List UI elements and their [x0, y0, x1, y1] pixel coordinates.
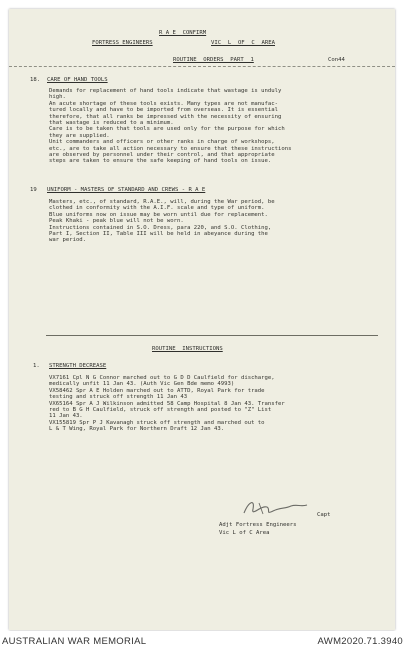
routine-title: ROUTINE INSTRUCTIONS [152, 346, 223, 352]
body-line: Blue uniforms now on issue may be worn until due for replacement. [49, 211, 268, 218]
signature-rank: Capt [317, 512, 331, 518]
body-line: high. [49, 94, 66, 101]
archive-name: AUSTRALIAN WAR MEMORIAL [2, 636, 147, 647]
routine-line: VX58462 Spr A E Holden marched out to ATTD, Royal Park for trade [49, 387, 265, 394]
body-line: Masters, etc., of standard, R.A.E., will, during the War period, be [49, 199, 275, 205]
body-line: Instructions contained in S.O. Dress, para 220, and S.O. Clothing, [49, 224, 272, 231]
body-line: etc., are to take all action necessary to ensure that these instructions [49, 145, 292, 152]
section-number: 18. [30, 77, 41, 83]
body-line: Peak Khaki - peak blue will not be worn. [49, 218, 184, 225]
header-line-1: R A E CONFIRM [159, 30, 207, 36]
body-line: Demands for replacement of hand tools indicate that wastage is unduly [49, 88, 282, 94]
item-number: 1. [33, 363, 40, 369]
body-line: An acute shortage of these tools exists. Many types are not manufac- [49, 100, 279, 107]
body-line: steps are taken to ensure the safe keeping of hand tools on issue. [49, 158, 272, 165]
body-line: Care is to be taken that tools are used only for the purpose for which [49, 126, 285, 133]
body-line: Unit commanders and officers or other ranks in charge of workshops, [49, 139, 275, 146]
header-unit: FORTRESS ENGINEERS [92, 40, 153, 46]
body-line: therefore, that all ranks be impressed with the necessity of ensuring [49, 113, 282, 120]
accession-number: AWM2020.71.3940 [317, 636, 403, 647]
header-divider [9, 66, 395, 67]
header-order-number: Con44 [328, 57, 345, 63]
routine-line: VX155819 Spr P J Kavanagh struck off strength and marched out to [49, 419, 265, 426]
body-line: Part I, Section II, Table III will be held in abeyance during the [49, 231, 268, 238]
signature-title: Adjt Fortress Engineers [219, 522, 297, 528]
section-heading: CARE OF HAND TOOLS [47, 77, 108, 83]
body-line: clothed in conformity with the A.I.F. scale and type of uniform. [49, 205, 265, 212]
routine-line: VX65164 Spr A J Wilkinson admitted 58 Camp Hospital 8 Jan 43. Transfer [49, 400, 285, 407]
routine-line: testing and struck off strength 11 Jan 43 [49, 394, 188, 401]
signature-area: Vic L of C Area [219, 530, 270, 536]
section-number: 19 [30, 187, 37, 193]
handwritten-signature [241, 497, 311, 519]
section-divider [46, 335, 378, 336]
routine-line: L & T Wing, Royal Park for Northern Draft 12 Jan 43. [49, 426, 225, 433]
section-body [49, 88, 379, 165]
document-page [9, 9, 395, 630]
body-line: that wastage is reduced to a minimum. [49, 120, 174, 127]
header-area: VIC L OF C AREA [211, 40, 275, 46]
body-line: they are supplied. [49, 132, 110, 139]
item-heading: STRENGTH DECREASE [49, 363, 107, 369]
routine-line: 11 Jan 43. [49, 413, 83, 420]
routine-line: medically unfit 11 Jan 43. (Auth Vic Gen Bde memo 4993) [49, 381, 235, 388]
routine-line: VX7161 Cpl N G Connor marched out to G D D Caulfield for discharge, [49, 375, 275, 381]
routine-line: red to B G H Caulfield, struck off strength and posted to "Z" List [49, 407, 272, 414]
archive-footer [0, 631, 406, 653]
body-line: are observed by personnel under their control, and that appropriate [49, 152, 275, 159]
body-line: war period. [49, 237, 87, 244]
body-line: tured locally and have to be imported from overseas. It is essential [49, 107, 279, 114]
section-heading: UNIFORM - MASTERS OF STANDARD AND CREWS - R A E [47, 187, 206, 193]
header-orders-title: ROUTINE ORDERS PART 1 [173, 57, 254, 63]
section-body [49, 199, 379, 244]
routine-body [49, 375, 384, 433]
